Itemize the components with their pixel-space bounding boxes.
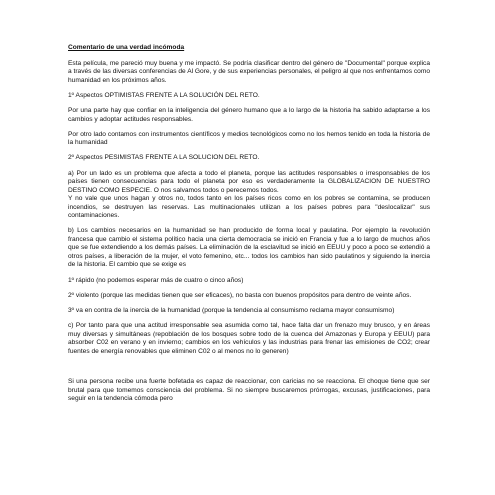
- document-title: Comentario de una verdad incómoda: [68, 44, 185, 51]
- paragraph-point-c: c) Por tanto para que una actitud irresponsable sea asumida como tal, hace falta dar un frenazo muy brusco, y en áreas muy diversas y simultáneas (repoblación de los bosques sobre todo de la cuenca del Amazonas y Europa y EEUU) para absorber C02 en verano y en invierno; cambios en los vehículos y las industrias para frenar las emisiones de CO2; crear fuentes de energía renovables que eliminen C02 o al menos no lo generen): [68, 322, 430, 355]
- paragraph-point-b: b) Los cambios necesarios en la humanidad se han producido de forma local y paulatina. Por ejemplo la revolución francesa que cambio el sistema político hacia una cierta democracia se inició en Francia y fue a lo largo de muchos años que se fue extendiendo a los demás países. La eliminación de la esclavitud se inició en EEUU y poco a poco se extendió a otros países, a liberación de la mujer, el voto femenino, etc... todos los cambios han sido paulatinos y siguiendo la inercia de la historia. El cambio que se exige es: [68, 227, 430, 269]
- heading-pessimistic-aspects: 2º Aspectos PESIMISTAS FRENTE A LA SOLUCION DEL RETO.: [68, 154, 260, 162]
- paragraph-slap-analogy: Si una persona recibe una fuerte bofetada es capaz de reaccionar, con caricias no se reacciona. El choque tiene que ser brutal para que tomemos consciencia del problema. Si no siempre buscaremos prórrogas, excusas, justificaciones, para seguir en la tendencia cómoda pero: [68, 378, 430, 403]
- list-item-rapid: 1º rápido (no podemos esperar más de cuatro o cinco años): [68, 276, 244, 284]
- paragraph-point-a-continued: Y no vale que unos hagan y otros no, todos tanto en los países ricos como en los pobres se contamina, se producen incendios, se destruyen las reservas. Las multinacionales utilizan a los países pobres para "deslocalizar" sus contaminaciones.: [68, 195, 430, 220]
- heading-optimistic-aspects: 1º Aspectos OPTIMISTAS FRENTE A LA SOLUCIÓN DEL RETO.: [68, 91, 260, 99]
- list-item-violent: 2º violento (porque las medidas tienen que ser eficaces), no basta con buenos propósitos para dentro de veinte años.: [68, 291, 412, 299]
- paragraph-scientific-instruments: Por otro lado contamos con instrumentos científicos y medios tecnológicos como no los hemos tenido en toda la historia de la humanidad: [68, 130, 430, 147]
- paragraph-intro: Esta película, me pareció muy buena y me impactó. Se podría clasificar dentro del género de "Documental" porque explica a través de las diversas conferencias de Al Gore, y de sus experiencias personales, el peligro al que nos enfrentamos como humanidad en los próximos años.: [68, 59, 430, 84]
- paragraph-point-a: a) Por un lado es un problema que afecta a todo el planeta, porque las actitudes responsables o irresponsables de los países tienen consecuencias para todo el planeta por eso es verdaderamente la GLOBALIZACION DE NUESTRO DESTINO COMO ESPECIE. O nos salvamos todos o perecemos todos.: [68, 169, 430, 194]
- document-page: [68, 44, 430, 410]
- list-item-against-inertia: 3º va en contra de la inercia de la humanidad (porque la tendencia al consumismo reclama mayor consumismo): [68, 306, 395, 314]
- paragraph-human-intelligence: Por una parte hay que confiar en la inteligencia del género humano que a lo largo de la historia ha sabido adaptarse a los cambios y adoptar actitudes responsables.: [68, 107, 430, 123]
